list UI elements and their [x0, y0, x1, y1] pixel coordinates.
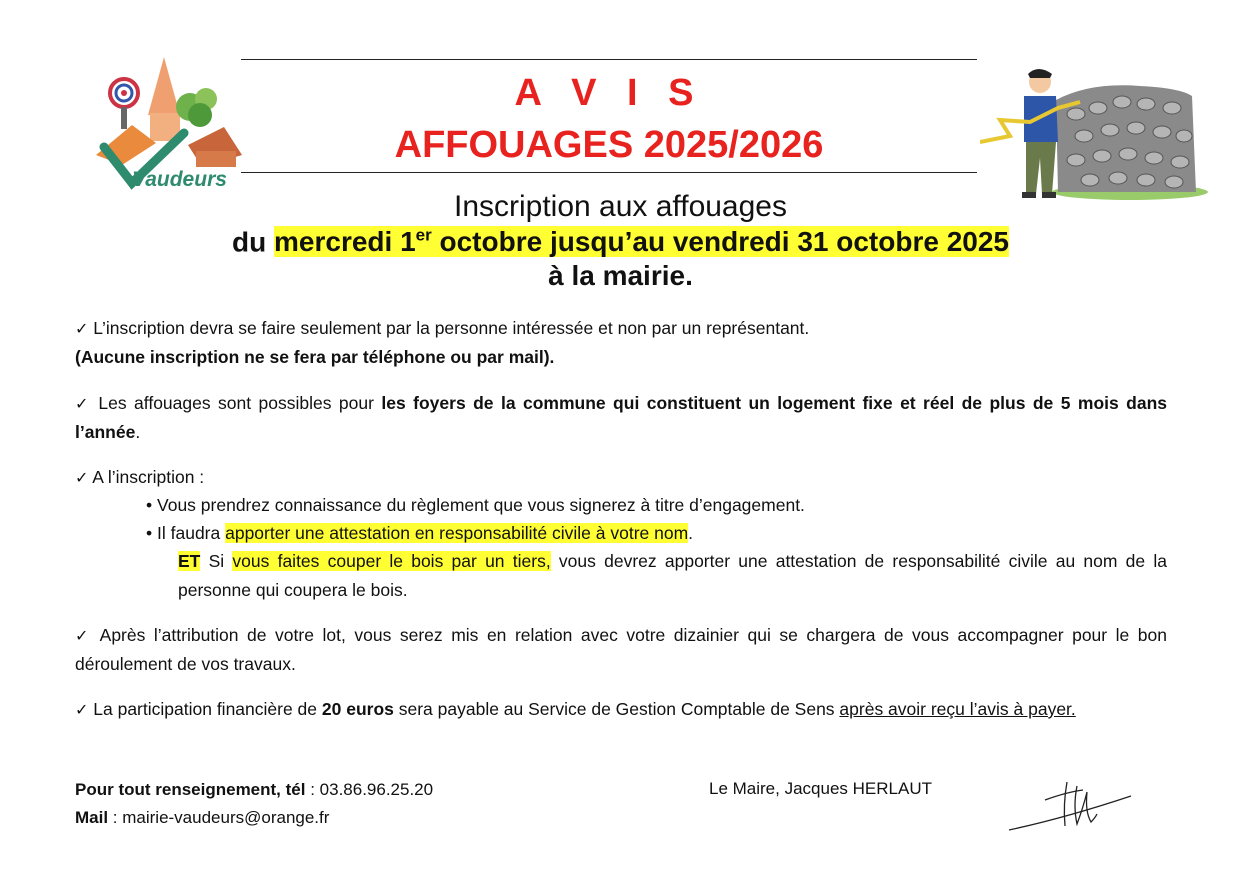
paragraph-2: [75, 389, 1167, 447]
notice-title: A V I S: [514, 72, 704, 114]
b3-highlight: vous faites couper le bois par un tiers,: [232, 551, 551, 571]
b3-et: ET: [178, 551, 201, 571]
title-bottom-rule: [241, 172, 977, 173]
checkmark-icon: ✓: [75, 700, 89, 719]
b3-rest: vous devrez apporter une attestation de responsabilité civile au nom de la personne qui coupera le bois.: [178, 551, 1167, 600]
b2-highlight: apporter une attestation en responsabilité civile à votre nom: [225, 523, 689, 543]
mail-value: : mairie-vaudeurs@orange.fr: [108, 808, 330, 827]
p5-mid: sera payable au Service de Gestion Comptable de Sens: [393, 699, 840, 719]
checkmark-icon: ✓: [75, 626, 93, 645]
checkmark-icon: ✓: [75, 319, 89, 338]
paragraph-5: [75, 695, 1167, 724]
tel-value: : 03.86.96.25.20: [305, 780, 434, 799]
dates-start: mercredi 1: [274, 226, 416, 258]
list-item-continuation: [178, 547, 1167, 605]
logo-wordmark: Vaudeurs: [132, 168, 227, 191]
contact-info: [75, 776, 635, 832]
checkmark-icon: ✓: [75, 394, 91, 413]
b1-text: Vous prendrez connaissance du règlement que vous signerez à titre d’engagement.: [152, 495, 805, 515]
paragraph-4: [75, 621, 1167, 679]
tel-label: Pour tout renseignement, tél: [75, 780, 306, 799]
list-item: [146, 491, 1167, 520]
p3-text: A l’inscription :: [88, 467, 205, 487]
dates-prefix: du: [232, 226, 274, 258]
p1-note: (Aucune inscription ne se fera par téléphone ou par mail).: [75, 347, 555, 367]
p2-end: .: [135, 422, 141, 442]
paragraph-3: [75, 463, 1167, 492]
p5-amount: 20 euros: [321, 699, 394, 719]
paragraph-1: [75, 314, 1167, 372]
p4-text: Après l’attribution de votre lot, vous serez mis en relation avec votre dizainier qui se chargera de vous accompagner pour le bon déroulement de vos travaux.: [75, 625, 1167, 674]
mayor-signatory: Le Maire, Jacques HERLAUT: [709, 779, 932, 798]
p5-pre: La participation financière de: [88, 699, 322, 719]
p2-bold: les foyers de la commune qui constituent un logement fixe et réel de plus de 5 mois dans l’année: [75, 393, 1168, 442]
b2-end: .: [688, 523, 694, 543]
handwritten-signature-icon: [1005, 778, 1135, 834]
intro-heading: Inscription aux affouages: [453, 190, 787, 223]
dates-ordinal: er: [415, 226, 432, 245]
title-top-rule: [241, 59, 977, 60]
bullet-icon: •: [146, 523, 153, 543]
mail-label: Mail: [75, 808, 109, 827]
checkmark-icon: ✓: [75, 468, 89, 487]
p2-text: Les affouages sont possibles pour: [90, 393, 382, 413]
registration-place: à la mairie.: [548, 260, 693, 291]
p1-text: L’inscription devra se faire seulement par la personne intéressée et non par un représentant.: [88, 318, 810, 338]
woodpile-illustration: [980, 62, 1208, 204]
dates-end: octobre jusqu’au vendredi 31 octobre 2025: [431, 226, 1009, 258]
registration-dates: [0, 226, 1241, 258]
p5-underlined: après avoir reçu l’avis à payer.: [839, 699, 1076, 719]
b3-si: Si: [200, 551, 233, 571]
bullet-icon: •: [146, 495, 153, 515]
list-item: [146, 519, 1167, 548]
dates-highlight: [274, 226, 1009, 257]
signature: [1005, 778, 1135, 834]
notice-subtitle: AFFOUAGES 2025/2026: [394, 124, 824, 166]
man-measuring-woodpile-icon: [980, 62, 1208, 204]
b2-pre: Il faudra: [152, 523, 226, 543]
vaudeurs-logo: [92, 55, 242, 195]
